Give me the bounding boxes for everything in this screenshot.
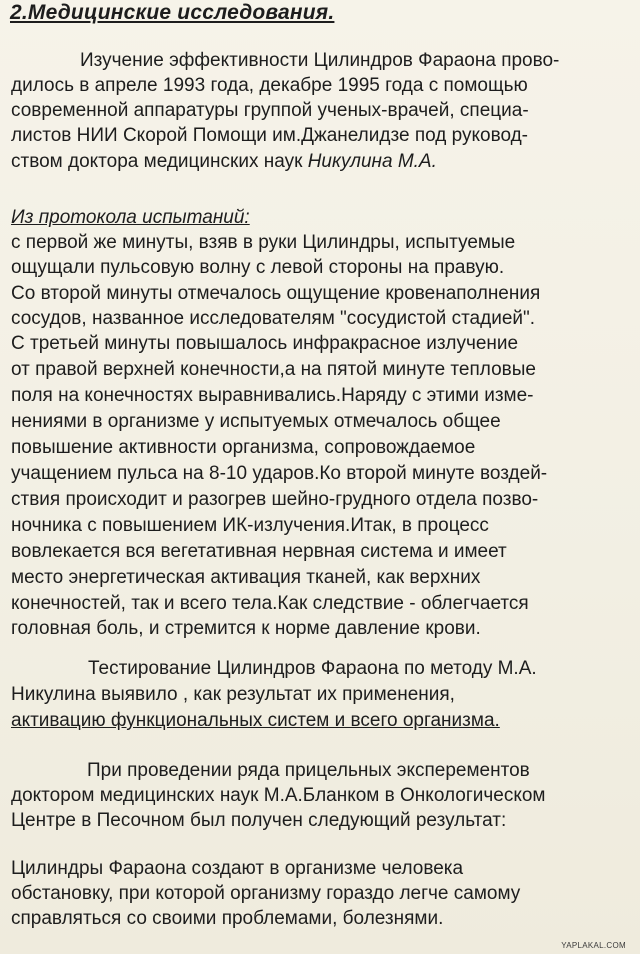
text-line: дилось в апреле 1993 года, декабре 1995 года с помощью — [11, 75, 528, 96]
text-line: сосудов, названное исследователям "сосудистой стадией". — [11, 308, 536, 329]
text-segment: ством доктора медицинских наук — [11, 151, 308, 172]
text-line: от правой верхней конечности,а на пятой минуте тепловые — [11, 359, 536, 380]
text-line: с первой же минуты, взяв в руки Цилиндры, испытуемые — [11, 232, 516, 253]
text-line: ощущали пульсовую волну с левой стороны на правую. — [11, 257, 505, 278]
text-line: Цилиндры Фараона создают в организме человека — [11, 858, 464, 879]
text-line — [11, 151, 437, 173]
text-line: современной аппаратуры группой ученых-врачей, специа- — [11, 100, 529, 121]
text-line: ствия происходит и разогрев шейно-грудного отдела позво- — [11, 489, 539, 510]
text-line: Центре в Песочном был получен следующий результат: — [11, 810, 507, 831]
text-line: Никулина выявило , как результат их применения, — [11, 684, 455, 705]
text-line: ночника с повышением ИК-излучения.Итак, в процесс — [11, 515, 489, 536]
section-title: 2.Медицинские исследования. — [10, 1, 335, 24]
text-line: нениями в организме у испытуемых отмечалось общее — [11, 411, 501, 432]
text-line: листов НИИ Скорой Помощи им.Джанелидзе под руковод- — [11, 125, 529, 146]
result-highlight: активацию функциональных систем и всего организма. — [11, 710, 500, 731]
text-line: обстановку, при которой организму гораздо легче самому — [11, 883, 521, 904]
text-line: место энергетическая активация тканей, как верхних — [11, 567, 481, 588]
text-line: учащением пульса на 8-10 ударов.Ко второй минуте воздей- — [11, 463, 548, 484]
text-line: поля на конечностях выравнивались.Наряду с этими изме- — [11, 385, 534, 406]
text-line: Изучение эффективности Цилиндров Фараона прово- — [80, 50, 560, 71]
author-name: Никулина М.А. — [307, 151, 437, 172]
text-line: головная боль, и стремится к норме давление крови. — [11, 618, 481, 639]
text-line: С третьей минуты повышалось инфракрасное излучение — [11, 333, 519, 354]
text-line: конечностей, так и всего тела.Как следствие - облегчается — [11, 593, 529, 614]
text-line: При проведении ряда прицельных эксперементов — [87, 760, 530, 781]
site-watermark: YAPLAKAL.COM — [561, 941, 626, 950]
text-line: повышение активности организма, сопровождаемое — [11, 437, 476, 458]
protocol-heading: Из протокола испытаний: — [11, 207, 250, 228]
text-line: доктором медицинских наук М.А.Бланком в Онкологическом — [11, 785, 546, 806]
text-line: Со второй минуты отмечалось ощущение кровенаполнения — [11, 283, 541, 304]
text-line: справляться со своими проблемами, болезнями. — [11, 908, 444, 929]
text-line: вовлекается вся вегетативная нервная система и имеет — [11, 541, 507, 562]
text-line: Тестирование Цилиндров Фараона по методу М.А. — [88, 658, 537, 679]
